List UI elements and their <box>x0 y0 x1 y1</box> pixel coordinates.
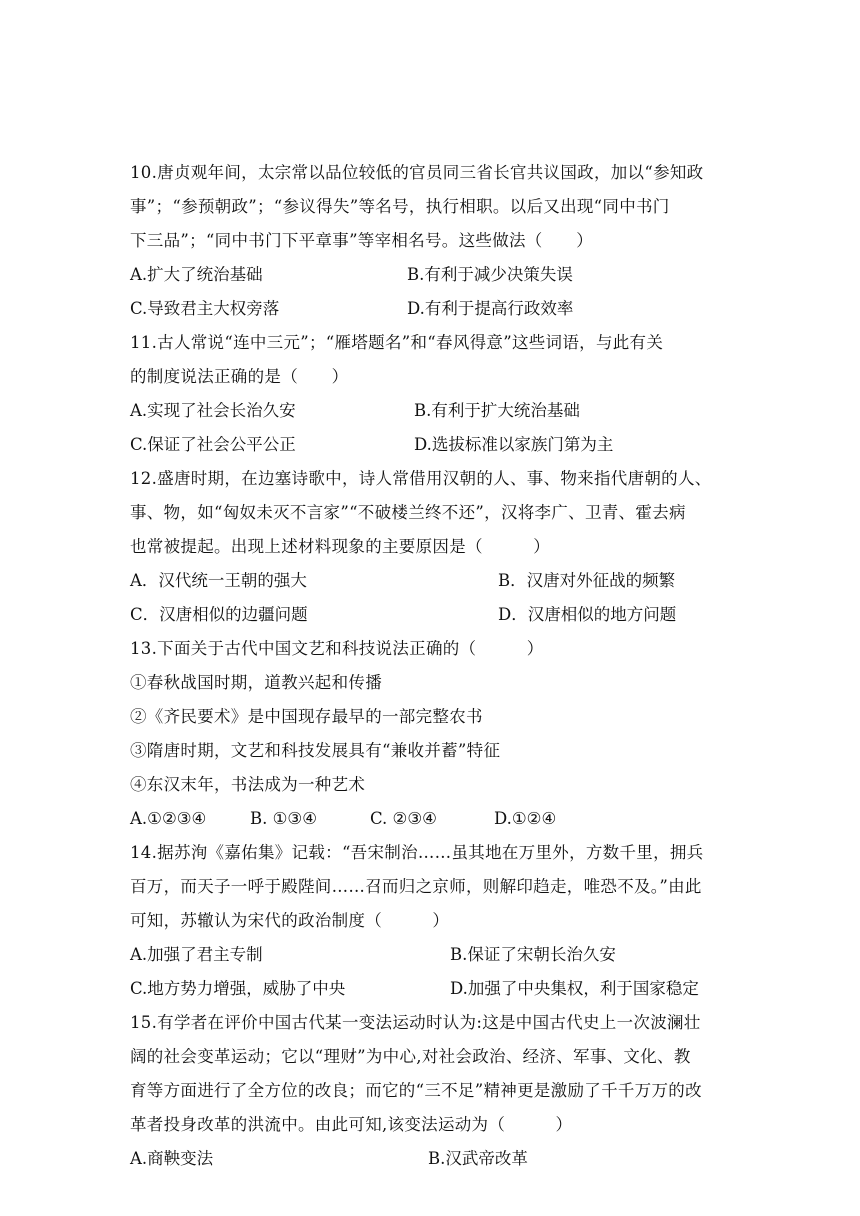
question-11-option-c: C.保证了社会公平公正 <box>130 435 296 454</box>
question-10-option-b: B.有利于减少决策失误 <box>407 265 573 284</box>
question-15-option-b: B.汉武帝改革 <box>428 1149 528 1168</box>
question-13-statement-2: ②《齐民要术》是中国现存最早的一部完整农书 <box>130 707 483 726</box>
question-12-option-c: C．汉唐相似的边疆问题 <box>130 605 308 624</box>
question-12-option-row <box>130 598 740 632</box>
question-14-option-a: A.加强了君主专制 <box>130 945 263 964</box>
question-10-option-c: C.导致君主大权旁落 <box>130 299 280 318</box>
question-13-option-a: A.①②③④ <box>130 809 207 828</box>
question-12-option-a: A．汉代统一王朝的强大 <box>130 571 307 590</box>
question-11-option-a: A.实现了社会长治久安 <box>130 401 296 420</box>
question-13-option-c: C. ②③④ <box>370 809 437 828</box>
question-15-stem-line-2: 阔的社会变革运动；它以“理财”为中心,对社会政治、经济、军事、文化、教 <box>130 1047 691 1066</box>
question-11-option-b: B.有利于扩大统治基础 <box>414 401 580 420</box>
question-11-option-row <box>130 394 740 428</box>
question-14-stem-line-3: 可知，苏辙认为宋代的政治制度（ ） <box>130 911 450 930</box>
question-13-stem-line-1: 13.下面关于古代中国文艺和科技说法正确的（ ） <box>130 639 544 658</box>
question-10-option-row <box>130 292 740 326</box>
question-13-option-d: D.①②④ <box>494 809 557 828</box>
question-13-option-row <box>130 802 740 836</box>
question-11-stem-line-2: 的制度说法正确的是（ ） <box>130 367 349 386</box>
question-15-stem-line-3: 育等方面进行了全方位的改良；而它的“三不足”精神更是激励了千千万万的改 <box>130 1081 702 1100</box>
question-15-stem-line-1: 15.有学者在评价中国古代某一变法运动时认为:这是中国古代史上一次波澜壮 <box>130 1013 701 1032</box>
question-12-stem-line-1: 12.盛唐时期，在边塞诗歌中，诗人常借用汉朝的人、事、物来指代唐朝的人、 <box>130 469 712 488</box>
question-15-stem-line-4: 革者投身改革的洪流中。由此可知,该变法运动为（ ） <box>130 1115 573 1134</box>
question-14-option-row <box>130 938 740 972</box>
question-14-stem-line-2: 百万，而天子一呼于殿陛间……召而归之京师，则解印趋走，唯恐不及。”由此 <box>130 877 702 896</box>
question-11-option-d: D.选拔标准以家族门第为主 <box>414 435 614 454</box>
question-10-stem-line-1: 10.唐贞观年间，太宗常以品位较低的官员同三省长官共议国政，加以“参知政 <box>130 163 704 182</box>
question-14-option-c: C.地方势力增强，威胁了中央 <box>130 979 346 998</box>
question-14-option-d: D.加强了中央集权，利于国家稳定 <box>450 979 699 998</box>
question-10-option-d: D.有利于提高行政效率 <box>407 299 574 318</box>
question-10-option-a: A.扩大了统治基础 <box>130 265 263 284</box>
question-15-option-row <box>130 1142 740 1176</box>
question-11-option-row <box>130 428 740 462</box>
question-13-statement-4: ④东汉末年，书法成为一种艺术 <box>130 775 366 794</box>
question-15-option-a: A.商鞅变法 <box>130 1149 214 1168</box>
question-10-stem-line-2: 事”；“参预朝政”；“参议得失”等名号，执行相职。以后又出现“同中书门 <box>130 197 670 216</box>
question-12-option-d: D．汉唐相似的地方问题 <box>498 605 677 624</box>
question-14-stem-line-1: 14.据苏洵《嘉佑集》记载：“吾宋制治……虽其地在万里外，方数千里，拥兵 <box>130 843 704 862</box>
question-11-stem-line-1: 11.古人常说“连中三元”；“雁塔题名”和“春风得意”这些词语，与此有关 <box>130 333 664 352</box>
question-12-option-b: B．汉唐对外征战的频繁 <box>498 571 676 590</box>
question-13-option-b: B. ①③④ <box>250 809 317 828</box>
question-13-statement-1: ①春秋战国时期，道教兴起和传播 <box>130 673 382 692</box>
question-14-option-row <box>130 972 740 1006</box>
question-13-statement-3: ③隋唐时期，文艺和科技发展具有“兼收并蓄”特征 <box>130 741 501 760</box>
question-10-stem-line-3: 下三品”；“同中书门下平章事”等宰相名号。这些做法（ ） <box>130 231 594 250</box>
question-12-stem-line-3: 也常被提起。出现上述材料现象的主要原因是（ ） <box>130 537 550 556</box>
question-14-option-b: B.保证了宋朝长治久安 <box>450 945 616 964</box>
question-12-stem-line-2: 事、物，如“匈奴未灭不言家”“不破楼兰终不还”，汉将李广、卫青、霍去病 <box>130 503 686 522</box>
question-10-option-row <box>130 258 740 292</box>
question-12-option-row <box>130 564 740 598</box>
